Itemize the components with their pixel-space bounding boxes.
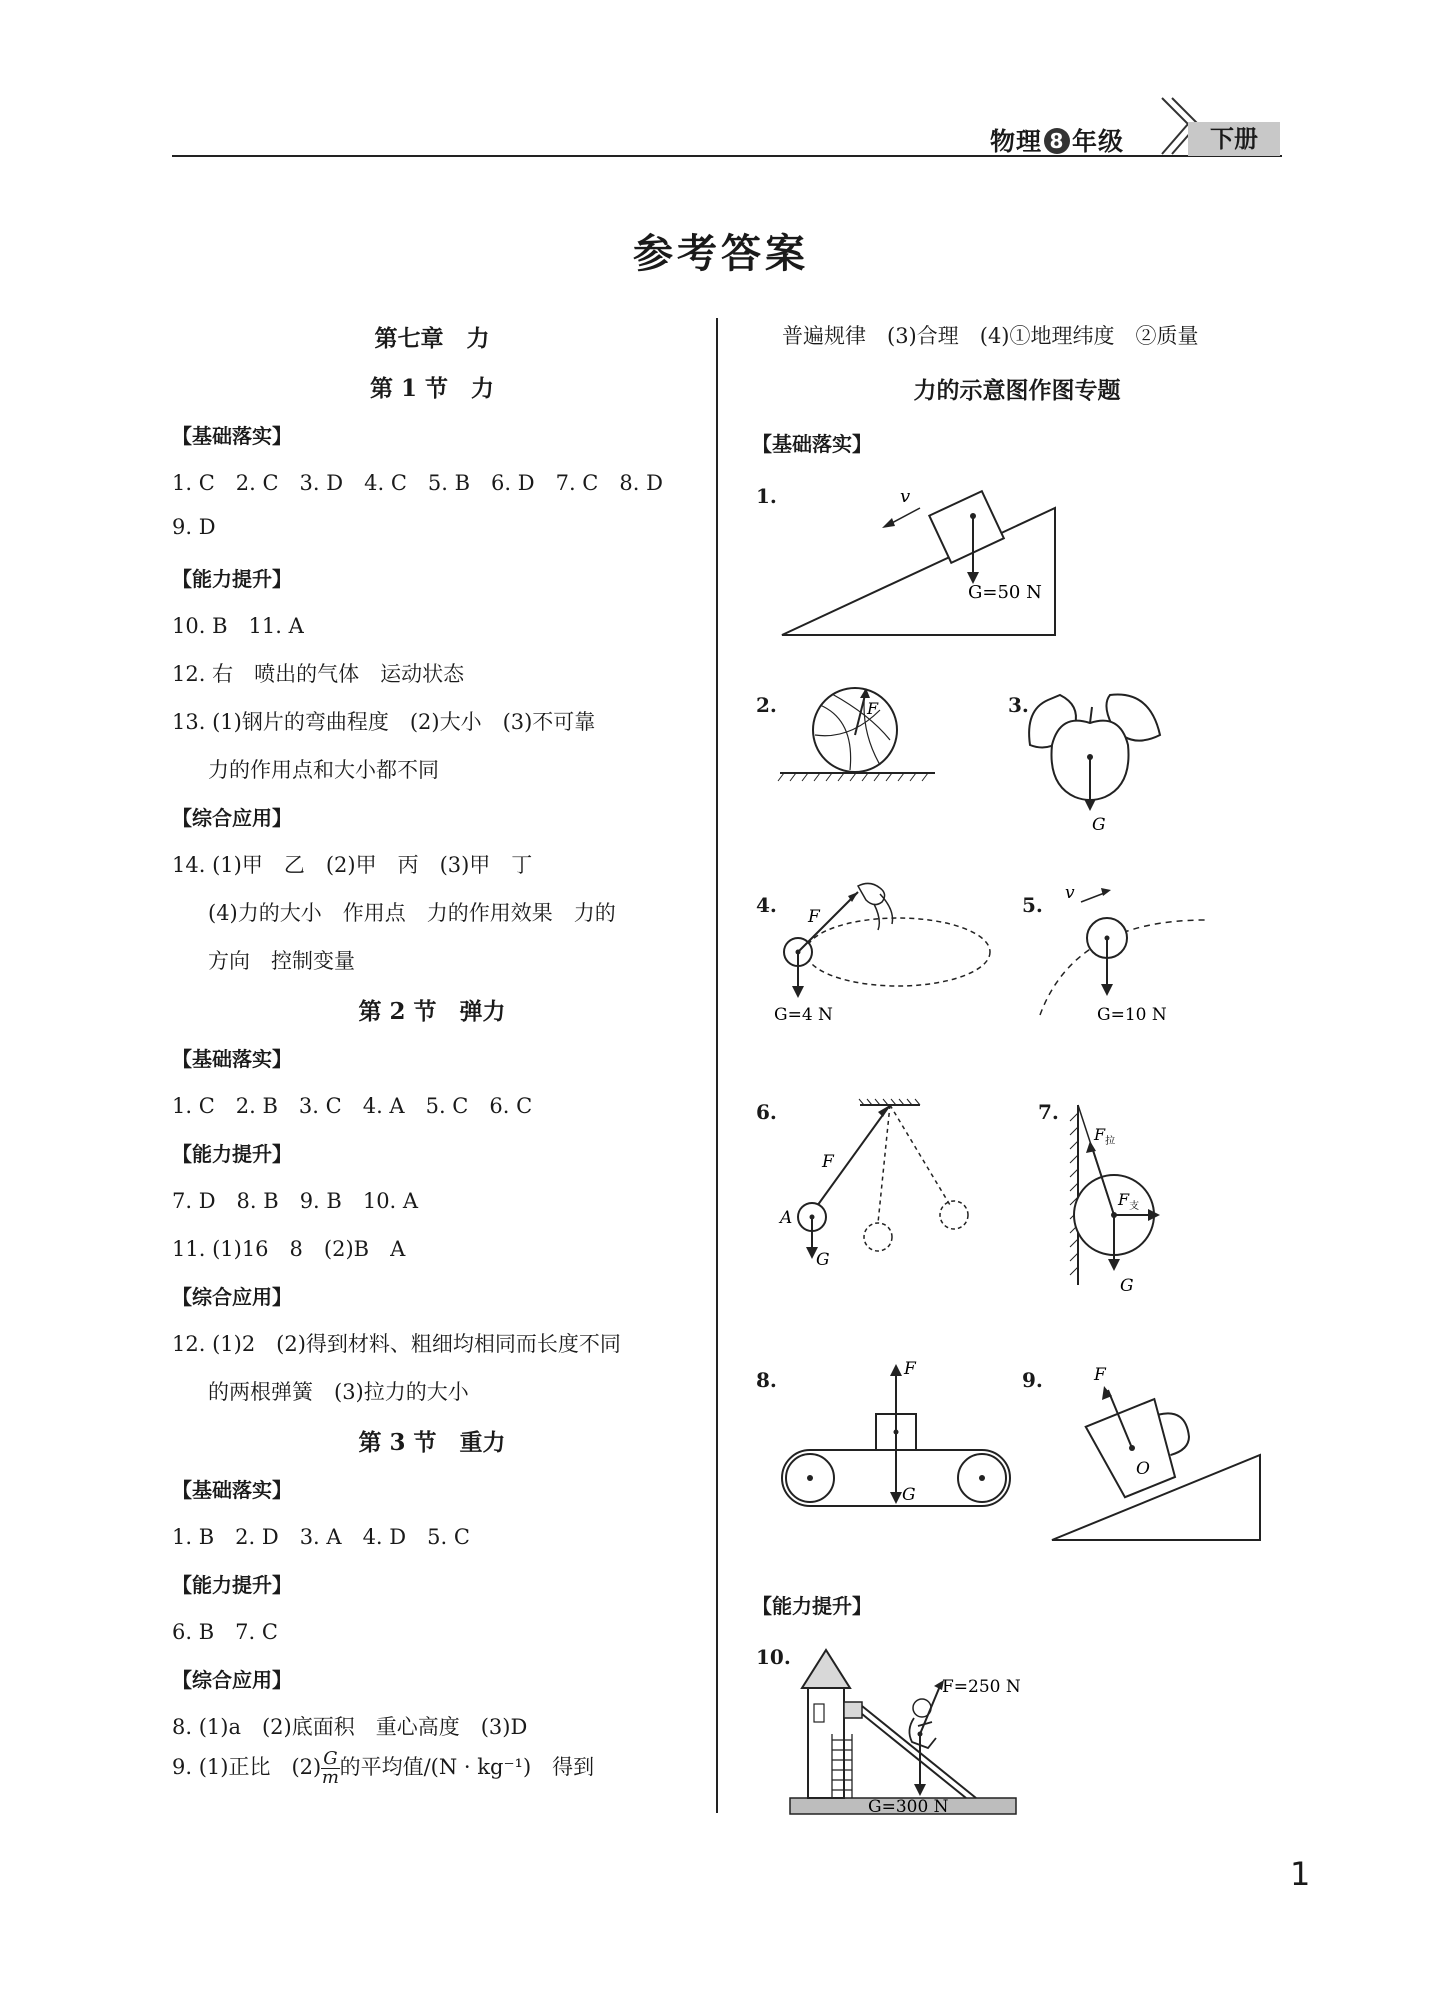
figure-1-incline-block bbox=[770, 460, 1070, 640]
answer-line: 1. B 2. D 3. A 4. D 5. C bbox=[172, 1525, 470, 1549]
answer-line-fraction bbox=[172, 1750, 594, 1787]
force-label: F bbox=[1094, 1365, 1106, 1385]
gravity-label: G bbox=[816, 1250, 830, 1270]
section-label: 【能力提升】 bbox=[172, 1142, 292, 1166]
figure-number: 6. bbox=[756, 1100, 777, 1124]
figure-6-pendulum bbox=[770, 1095, 990, 1275]
tension-symbol: F bbox=[1094, 1125, 1106, 1144]
force-label: F bbox=[808, 907, 820, 927]
figure-number: 5. bbox=[1022, 893, 1043, 917]
figure-number: 4. bbox=[756, 893, 777, 917]
answer-line: 8. (1)a (2)底面积 重心高度 (3)D bbox=[172, 1715, 528, 1739]
figure-number: 9. bbox=[1022, 1368, 1043, 1392]
section-label: 【能力提升】 bbox=[172, 567, 292, 591]
page-title: 参考答案 bbox=[633, 230, 809, 277]
tension-subscript: 拉 bbox=[1105, 1136, 1116, 1147]
figure-9-cup-incline bbox=[1040, 1350, 1270, 1550]
support-symbol: F bbox=[1118, 1190, 1130, 1209]
figure-number: 8. bbox=[756, 1368, 777, 1392]
answer-text: 的平均值/(N · kg⁻¹) 得到 bbox=[339, 1755, 595, 1779]
answer-line: 12. (1)2 (2)得到材料、粗细均相同而长度不同 bbox=[172, 1332, 621, 1356]
gravity-label: G bbox=[1092, 815, 1106, 835]
answer-line: 1. C 2. B 3. C 4. A 5. C 6. C bbox=[172, 1094, 533, 1118]
answer-line: 13. (1)钢片的弯曲程度 (2)大小 (3)不可靠 bbox=[172, 710, 596, 734]
header-grade-suffix: 年级 bbox=[1072, 127, 1125, 156]
gravity-label: G bbox=[1120, 1276, 1134, 1296]
column-divider bbox=[716, 318, 718, 1813]
answer-line: 9. D bbox=[172, 515, 216, 539]
chapter-title: 第七章 力 bbox=[374, 325, 490, 352]
header-grade-number: 8 bbox=[1044, 128, 1070, 154]
gravity-label: G=300 N bbox=[868, 1797, 949, 1817]
figure-7-wall-ball bbox=[1050, 1095, 1210, 1305]
fraction-numerator: G bbox=[323, 1748, 338, 1769]
figure-3-apple bbox=[1020, 685, 1170, 835]
gravity-label: G bbox=[902, 1485, 916, 1505]
header-subject: 物理 bbox=[990, 127, 1043, 156]
answer-line: 6. B 7. C bbox=[172, 1620, 278, 1644]
answer-line: 方向 控制变量 bbox=[208, 949, 355, 973]
header-volume: 下册 bbox=[1188, 122, 1280, 156]
section-label: 【基础落实】 bbox=[172, 1478, 292, 1502]
figure-2-ball bbox=[770, 680, 940, 800]
answer-line: 11. (1)16 8 (2)B A bbox=[172, 1237, 406, 1261]
section-label: 【基础落实】 bbox=[752, 432, 872, 456]
section-label: 【能力提升】 bbox=[752, 1594, 872, 1618]
center-label: O bbox=[1136, 1459, 1150, 1479]
fraction-denominator: m bbox=[321, 1767, 339, 1788]
section-label: 【能力提升】 bbox=[172, 1573, 292, 1597]
section-label: 【基础落实】 bbox=[172, 424, 292, 448]
gravity-label: G=50 N bbox=[968, 582, 1042, 603]
topic-title: 力的示意图作图专题 bbox=[913, 378, 1121, 404]
figure-number: 3. bbox=[1008, 693, 1029, 717]
section-label: 【综合应用】 bbox=[172, 806, 292, 830]
velocity-label: v bbox=[1065, 883, 1075, 903]
section-2-title: 第 2 节 弹力 bbox=[358, 998, 506, 1025]
gravity-label: G=4 N bbox=[774, 1005, 833, 1025]
figure-number: 1. bbox=[756, 484, 777, 508]
section-1-title: 第 1 节 力 bbox=[369, 375, 495, 402]
force-label: F=250 N bbox=[942, 1677, 1021, 1697]
point-label: A bbox=[780, 1208, 793, 1228]
section-label: 【基础落实】 bbox=[172, 1047, 292, 1071]
tension-label bbox=[1093, 1125, 1115, 1147]
fraction-g-over-m bbox=[321, 1750, 339, 1787]
gravity-label: G=10 N bbox=[1097, 1005, 1167, 1025]
answer-line: 的两根弹簧 (3)拉力的大小 bbox=[208, 1380, 469, 1404]
figure-number: 10. bbox=[756, 1645, 791, 1669]
answer-line: 7. D 8. B 9. B 10. A bbox=[172, 1189, 419, 1213]
support-subscript: 支 bbox=[1129, 1201, 1140, 1212]
header-subject-grade bbox=[990, 122, 1124, 158]
answer-line: 1. C 2. C 3. D 4. C 5. B 6. D 7. C 8. D bbox=[172, 471, 663, 495]
answer-line: 10. B 11. A bbox=[172, 614, 304, 638]
section-label: 【综合应用】 bbox=[172, 1285, 292, 1309]
section-label: 【综合应用】 bbox=[172, 1668, 292, 1692]
figure-8-conveyor bbox=[770, 1350, 1030, 1520]
velocity-label: v bbox=[900, 486, 911, 507]
figure-4-rope-ball bbox=[770, 880, 1000, 1030]
section-3-title: 第 3 节 重力 bbox=[358, 1429, 506, 1456]
figure-number: 7. bbox=[1038, 1100, 1059, 1124]
figure-10-slide bbox=[780, 1630, 1030, 1820]
answer-line: 14. (1)甲 乙 (2)甲 丙 (3)甲 丁 bbox=[172, 853, 533, 877]
figure-5-projectile bbox=[1035, 880, 1215, 1030]
answer-text: 9. (1)正比 (2) bbox=[172, 1755, 322, 1779]
force-label: F bbox=[904, 1359, 916, 1379]
answer-line: 12. 右 喷出的气体 运动状态 bbox=[172, 662, 465, 686]
force-label: F bbox=[822, 1152, 834, 1172]
answer-line: (4)力的大小 作用点 力的作用效果 力的 bbox=[208, 901, 616, 925]
answer-line: 普遍规律 (3)合理 (4)①地理纬度 ②质量 bbox=[782, 324, 1199, 348]
figure-number: 2. bbox=[756, 693, 777, 717]
answer-line: 力的作用点和大小都不同 bbox=[208, 758, 439, 782]
force-label: F bbox=[867, 699, 879, 718]
page-number: 1 bbox=[1290, 1855, 1311, 1893]
